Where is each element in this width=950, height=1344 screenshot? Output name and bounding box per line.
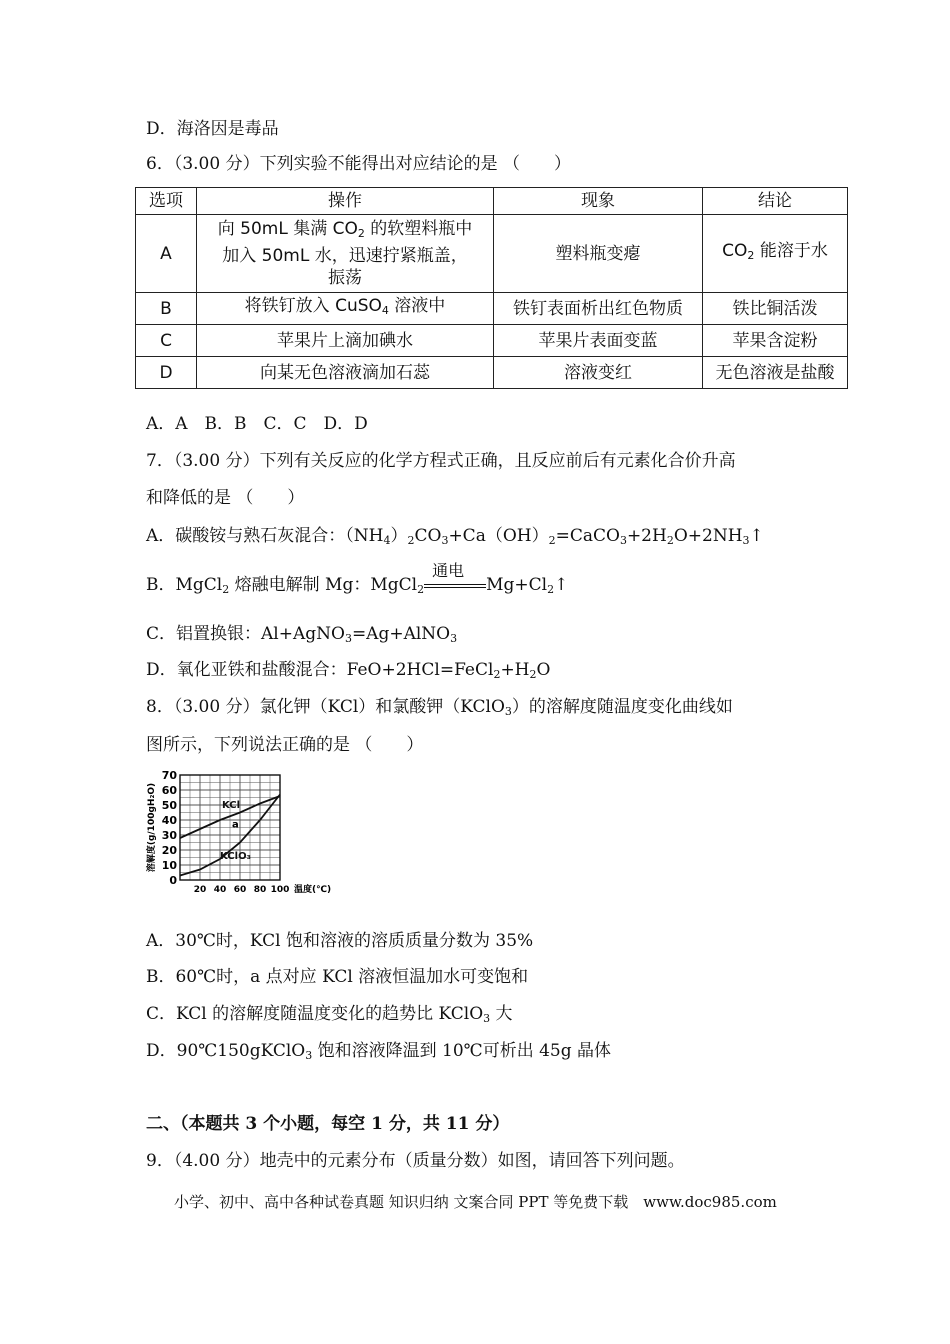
option-cell: A	[136, 215, 197, 293]
header-cell: 结论	[703, 188, 848, 215]
option-cell: B	[136, 293, 197, 325]
conclusion-cell: 无色溶液是盐酸	[703, 357, 848, 389]
electrolysis-equals-sign: 通电	[424, 574, 486, 596]
q7-option-a: A．碳酸铵与熟石灰混合：$(NH_4)_2CO_3+Ca(OH)_2=CaCO_3+2H_2O+2NH_3↑$	[146, 526, 764, 547]
solubility-chart	[140, 765, 350, 900]
phenomenon-cell: 铁钉表面析出红色物质	[494, 293, 703, 325]
x-tick-label: 60	[233, 885, 247, 895]
q7-option-d: D．氧化亚铁和盐酸混合：$FeO+2HCl=FeCl_2+H_2O$	[146, 660, 551, 681]
y-tick-label: 30	[161, 829, 177, 842]
operation-cell: 向某无色溶液滴加石蕊	[197, 357, 494, 389]
x-tick-label: 20	[193, 885, 207, 895]
option-cell: C	[136, 325, 197, 357]
q8-option-b: B．60℃时，a 点对应 KCl 溶液恒温加水可变饱和	[146, 967, 529, 987]
q7-stem-line1: 7．（3.00 分）下列有关反应的化学方程式正确，且反应前后有元素化合价升高	[146, 451, 736, 471]
q8-stem-line2: 图所示，下列说法正确的是 （ ）	[146, 735, 424, 755]
header-cell: 现象	[494, 188, 703, 215]
q8-option-a: A．30℃时，KCl 饱和溶液的溶质质量分数为 35%	[146, 931, 534, 951]
phenomenon-cell: 塑料瓶变瘪	[494, 215, 703, 293]
table-row	[136, 215, 848, 293]
series-label-kcl: KCl	[222, 800, 241, 811]
q8-option-d: D．90℃150gKClO$_3$ 饱和溶液降温到 10℃可析出 45g 晶体	[146, 1041, 612, 1062]
y-tick-label: 40	[161, 814, 177, 827]
section-heading: 二、（本题共 3 个小题，每空 1 分，共 11 分）	[146, 1114, 510, 1134]
x-tick-label: 80	[253, 885, 267, 895]
q7-option-c: C．铝置换银：Al+AgNO$_3$=Ag+AlNO$_3$	[146, 624, 458, 645]
y-tick-label: 50	[161, 799, 177, 812]
header-cell: 选项	[136, 188, 197, 215]
point-annotation: a	[232, 819, 239, 831]
conclusion-cell: 苹果含淀粉	[703, 325, 848, 357]
y-tick-label: 0	[169, 874, 177, 887]
x-tick-label: 40	[213, 885, 227, 895]
y-tick-label: 10	[161, 859, 177, 872]
q7-option-b: B．MgCl$_2$ 熔融电解制 Mg：MgCl$_2$ 通电 $Mg+Cl_2↑$	[146, 561, 569, 596]
q6-stem: 6．（3.00 分）下列实验不能得出对应结论的是 （ ）	[146, 154, 571, 174]
table-row	[136, 325, 848, 357]
conclusion-cell: $CO_2$ 能溶于水	[703, 215, 848, 293]
table-row	[136, 357, 848, 389]
page-footer: 小学、初中、高中各种试卷真题 知识归纳 文案合同 PPT 等免费下载 www.doc985.com	[174, 1193, 777, 1211]
operation-cell: 向 50mL 集满 $CO_2$ 的软塑料瓶中 加入 50mL 水，迅速拧紧瓶盖， 振荡	[197, 215, 494, 293]
y-tick-label: 70	[161, 769, 177, 782]
operation-cell: 将铁钉放入 CuSO$_4$ 溶液中	[197, 293, 494, 325]
phenomenon-cell: 溶液变红	[494, 357, 703, 389]
option-cell: D	[136, 357, 197, 389]
table-header-row	[136, 188, 848, 215]
table-row	[136, 293, 848, 325]
y-tick-label: 20	[161, 844, 177, 857]
x-axis-label: 温度(℃)	[294, 885, 332, 895]
y-tick-label: 60	[161, 784, 177, 797]
x-tick-label: 100	[270, 885, 290, 895]
conclusion-cell: 铁比铜活泼	[703, 293, 848, 325]
q7-stem-line2: 和降低的是 （ ）	[146, 488, 305, 508]
y-axis-label: 溶解度(g/100gH₂O)	[147, 782, 157, 873]
q8-option-c: C．KCl 的溶解度随温度变化的趋势比 KClO$_3$ 大	[146, 1004, 513, 1025]
series-label-kclo3: KClO₃	[220, 851, 251, 862]
q8-stem-line1: 8．（3.00 分）氯化钾（KCl）和氯酸钾（KClO$_3$）的溶解度随温度变化曲线如	[146, 697, 733, 718]
header-cell: 操作	[197, 188, 494, 215]
q6-answers: A．A B．B C．C D．D	[146, 414, 368, 434]
q9-stem: 9．（4.00 分）地壳中的元素分布（质量分数）如图，请回答下列问题。	[146, 1151, 685, 1171]
phenomenon-cell: 苹果片表面变蓝	[494, 325, 703, 357]
q5-option-d: D．海洛因是毒品	[146, 119, 279, 139]
operation-cell: 苹果片上滴加碘水	[197, 325, 494, 357]
q6-table	[135, 187, 848, 389]
